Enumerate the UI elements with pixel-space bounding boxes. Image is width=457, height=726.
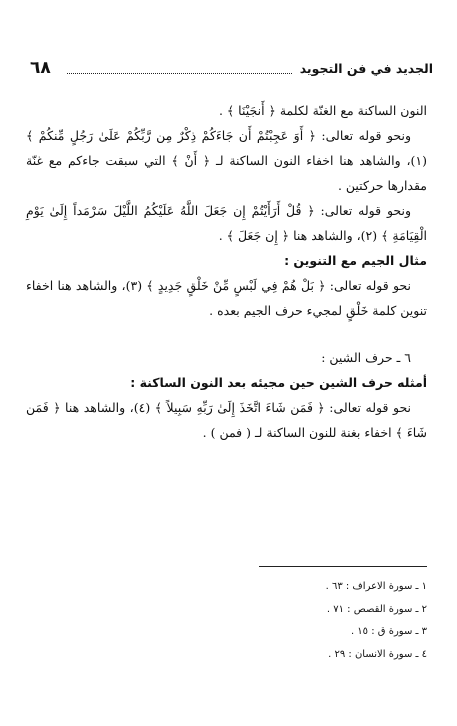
running-title: الجديد في فن التجويد: [299, 60, 433, 76]
footnote-divider: [259, 566, 427, 567]
main-text: [26, 98, 427, 445]
spacer: [26, 323, 427, 345]
page-header: [30, 56, 433, 80]
footnote: ٣ ـ سورة ق : ١٥ .: [350, 626, 427, 637]
paragraph: ونحو قوله تعالى: ﴿ أَوَ عَجِبْتُمْ أَن جَاءَكُمْ ذِكْرٌ مِن رَّبِّكُمْ عَلَىٰ رَجُلٍ مِّنكُمْ ﴾ (١)، والشاهد هنا اخفاء النون الساكنة لـ ﴿ أَنْ ﴾ التي سبقت جاءكم مع غنّة مقدارها حركتين .: [26, 128, 427, 193]
paragraph: ونحو قوله تعالى: ﴿ قُلْ أَرَأَيْتُمْ إِن جَعَلَ اللَّهُ عَلَيْكُمُ اللَّيْلَ سَرْمَداً إِلَىٰ يَوْمِ الْقِيَامَةِ ﴾ (٢)، والشاهد هنا ﴿ إِن جَعَلَ ﴾ .: [26, 203, 427, 243]
subheading: أمثله حرف الشين حين مجيئه بعد النون الساكنة :: [130, 375, 427, 390]
paragraph: نحو قوله تعالى: ﴿ فَمَن شَاءَ اتَّخَذَ إِلَىٰ رَبِّهِ سَبِيلاً ﴾ (٤)، والشاهد هنا ﴿ فَمَن شَاءَ ﴾ اخفاء بغنة للنون الساكنة لـ ( فمن ) .: [26, 400, 427, 440]
footnotes: [30, 576, 427, 666]
footnote: ١ ـ سورة الاعراف : ٦٣ .: [325, 581, 427, 592]
paragraph: النون الساكنة مع الغنّة لكلمة ﴿ أَنجَيْنَا ﴾ .: [218, 103, 427, 118]
paragraph: نحو قوله تعالى: ﴿ بَلْ هُمْ فِي لَبْسٍ مِّنْ خَلْقٍ جَدِيدٍ ﴾ (٣)، والشاهد هنا اخفاء تنوين كلمة خَلْقٍ لمجيء حرف الجيم بعده .: [26, 278, 427, 318]
footnote: ٢ ـ سورة القصص : ٧١ .: [326, 603, 427, 615]
header-dot-leader: [67, 73, 292, 74]
subheading: مثال الجيم مع التنوين :: [284, 253, 427, 268]
section-heading: ٦ ـ حرف الشين :: [321, 350, 411, 365]
page-number: ٦٨: [30, 58, 51, 78]
footnote: ٤ ـ سورة الانسان : ٢٩ .: [328, 648, 427, 660]
